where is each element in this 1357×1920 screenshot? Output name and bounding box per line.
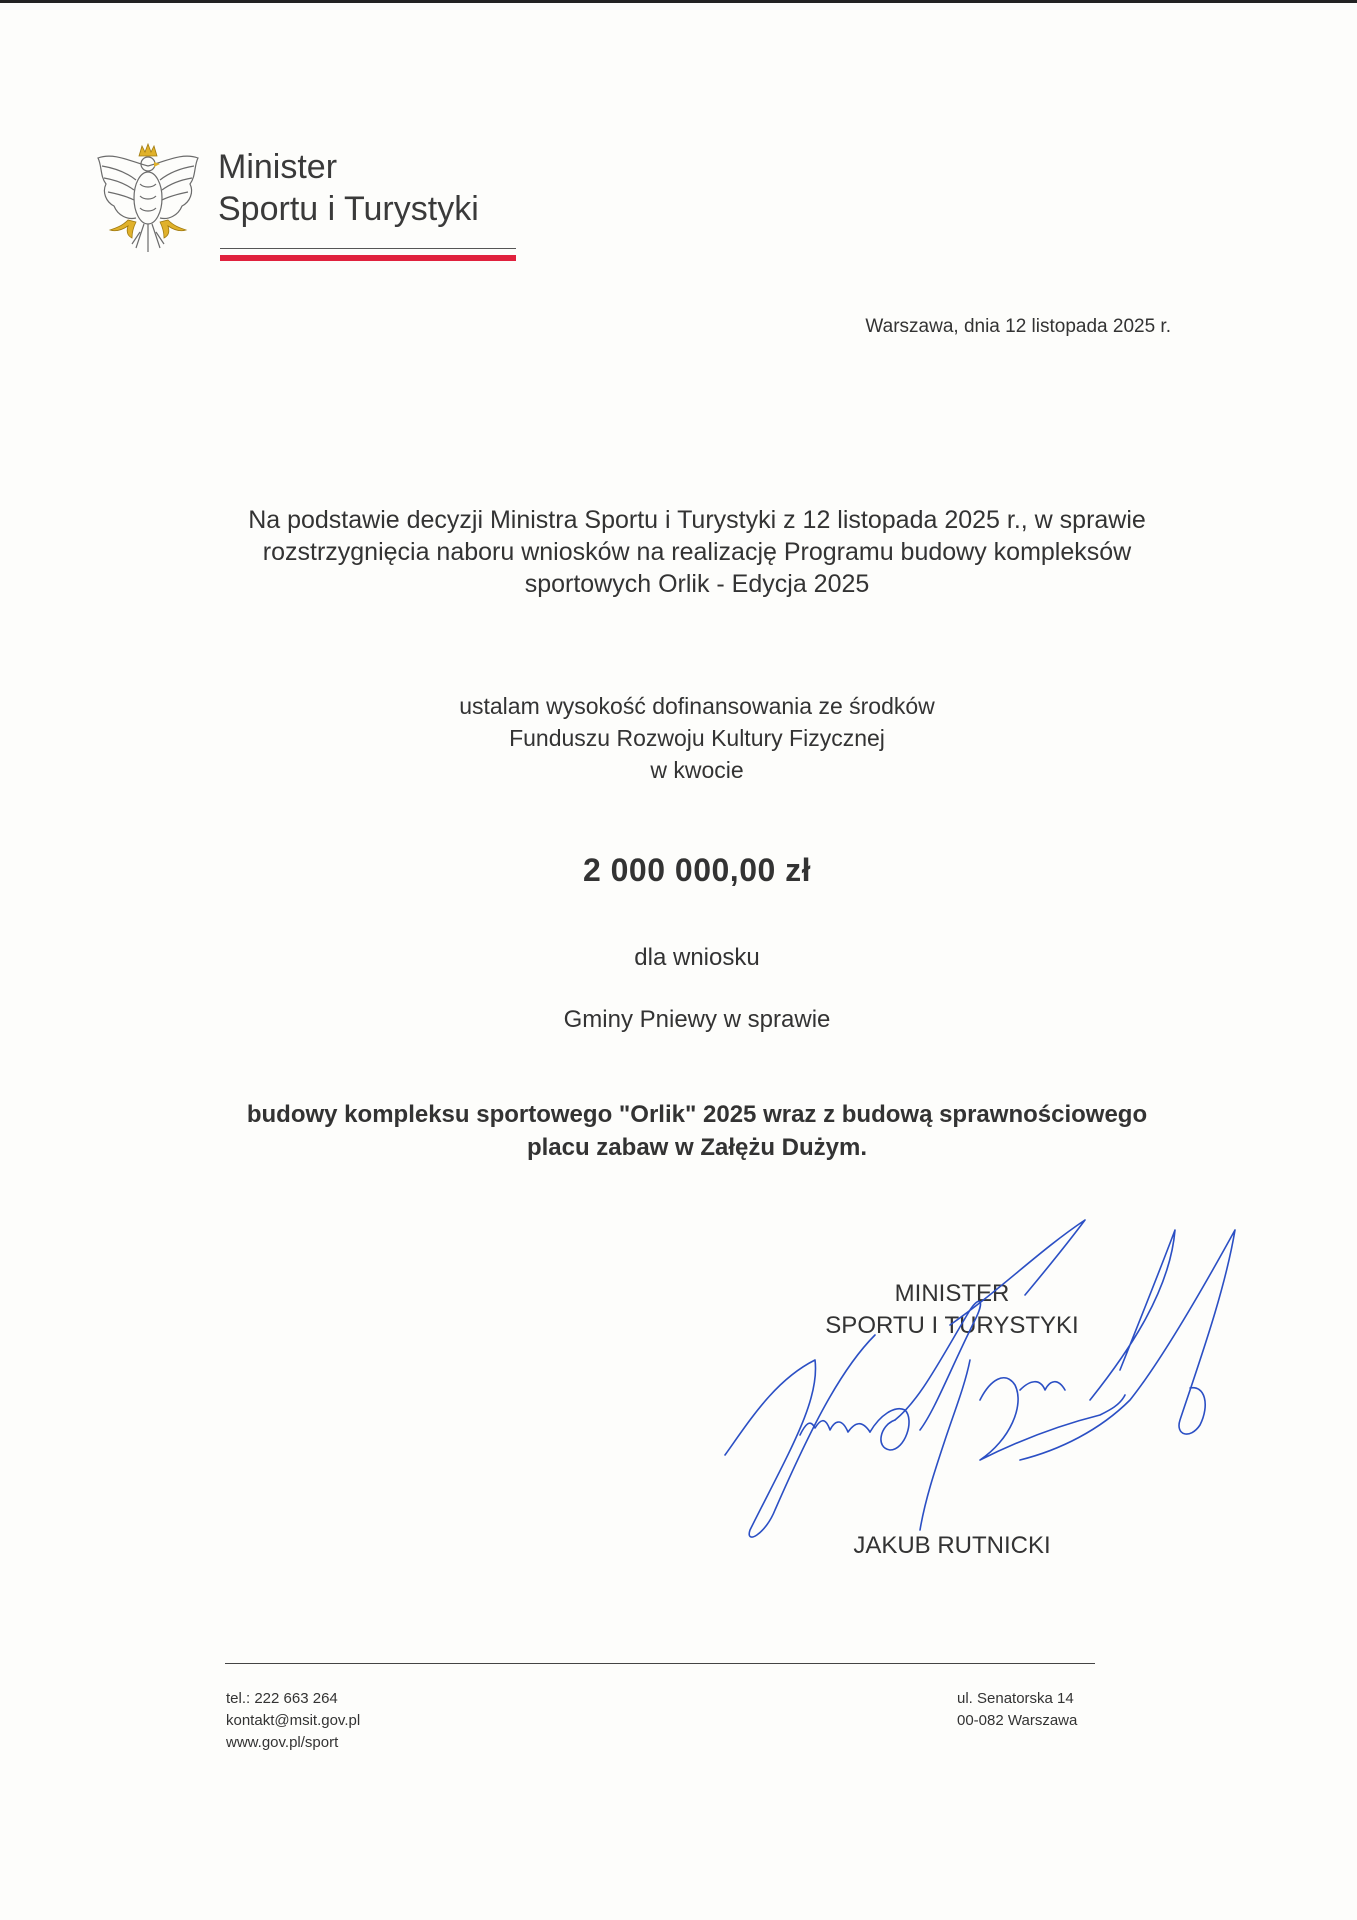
ministry-brand: [218, 146, 479, 230]
text-line: rozstrzygnięcia naboru wniosków na realizację Programu budowy kompleksów: [262, 538, 1132, 566]
text-line: placu zabaw w Załężu Dużym.: [526, 1134, 868, 1161]
text-line: sportowych Orlik - Edycja 2025: [524, 570, 870, 598]
footer-phone: tel.: 222 663 264: [226, 1690, 338, 1707]
brand-line-2: Sportu i Turystyki: [218, 190, 479, 228]
paragraph-funding: [150, 690, 1244, 786]
handwritten-signature: [680, 1210, 1240, 1590]
signatory-name: JAKUB RUTNICKI: [853, 1532, 1051, 1559]
text-line: w kwocie: [650, 757, 744, 783]
funding-amount: 2 000 000,00 zł: [582, 852, 812, 888]
text-line: MINISTER: [894, 1280, 1010, 1307]
footer-address: [957, 1688, 1077, 1732]
paragraph-project: [150, 1098, 1244, 1164]
polish-eagle-emblem-icon: [92, 136, 204, 264]
paragraph-for-application: dla wniosku: [634, 944, 760, 971]
brand-line-1: Minister: [218, 148, 338, 186]
scan-top-edge: [0, 0, 1357, 3]
brand-red-bar: [220, 255, 516, 261]
text-line: ustalam wysokość dofinansowania ze środków: [459, 693, 935, 719]
text-line: Na podstawie decyzji Ministra Sportu i Turystyki z 12 listopada 2025 r., w sprawie: [248, 506, 1146, 534]
footer-email: kontakt@msit.gov.pl: [226, 1712, 361, 1729]
text-line: SPORTU I TURYSTYKI: [825, 1312, 1079, 1339]
text-line: budowy kompleksu sportowego "Orlik" 2025 wraz z budową sprawnościowego: [246, 1101, 1148, 1128]
footer-contact: [226, 1688, 360, 1754]
footer-street: ul. Senatorska 14: [957, 1690, 1074, 1707]
brand-divider: [220, 248, 516, 249]
document-date: Warszawa, dnia 12 listopada 2025 r.: [865, 316, 1171, 337]
paragraph-applicant: Gminy Pniewy w sprawie: [563, 1006, 831, 1033]
footer-website: www.gov.pl/sport: [226, 1734, 339, 1751]
paragraph-legal-basis: [150, 504, 1244, 600]
footer-city: 00-082 Warszawa: [957, 1712, 1078, 1729]
footer-divider: [225, 1663, 1095, 1664]
text-line: Funduszu Rozwoju Kultury Fizycznej: [509, 725, 885, 751]
